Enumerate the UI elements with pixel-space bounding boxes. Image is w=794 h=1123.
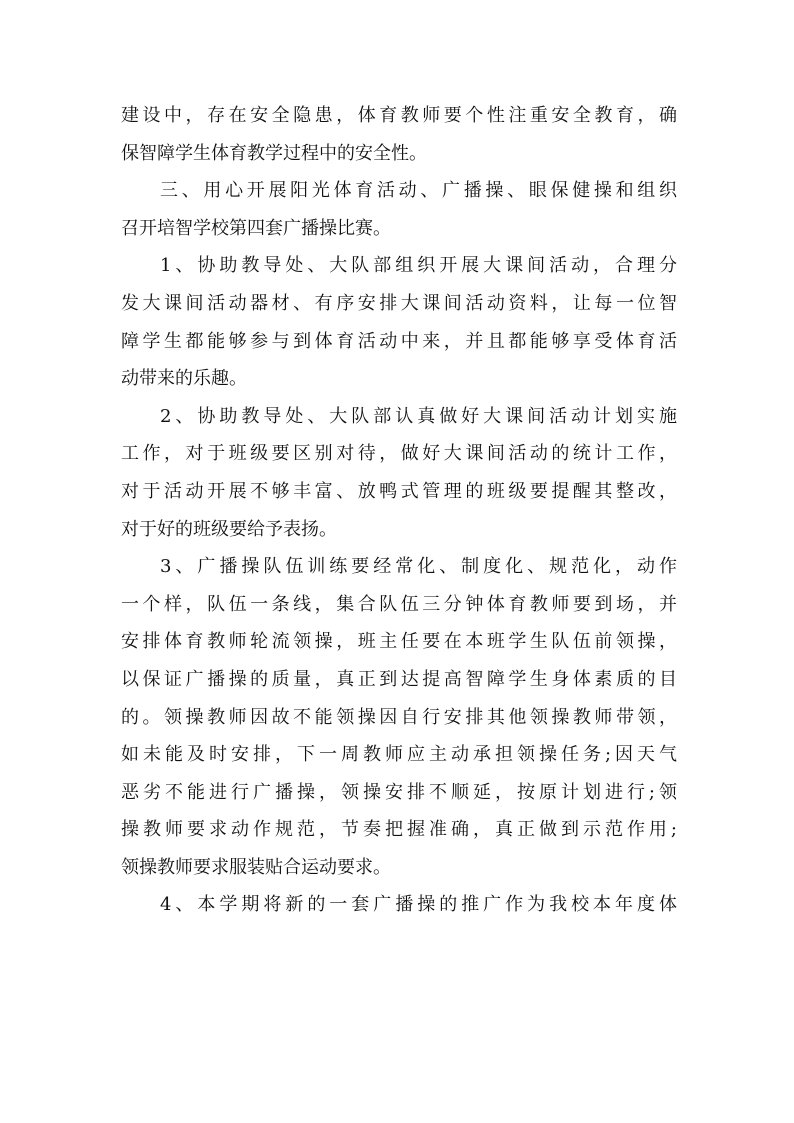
text-line-11: 对于活动开展不够丰富、放鸭式管理的班级要提醒其整改， [121, 480, 677, 502]
text-line-14: 一个样，队伍一条线，集合队伍三分钟体育教师要到场，并 [121, 593, 677, 615]
text-line-17: 的。领操教师因故不能领操因自行安排其他领操教师带领， [121, 706, 677, 728]
text-line-6: 发大课间活动器材、有序安排大课间活动资料，让每一位智 [121, 292, 677, 314]
text-line-1: 建设中，存在安全隐患，体育教师要个性注重安全教育，确 [121, 105, 677, 126]
text-line-21: 领操教师要求服装贴合运动要求。 [121, 856, 391, 878]
text-line-13: 3、广播操队伍训练要经常化、制度化、规范化，动作 [160, 556, 677, 578]
text-line-10: 工作，对于班级要区别对待，做好大课间活动的统计工作， [121, 443, 677, 465]
text-line-7: 障学生都能够参与到体育活动中来，并且都能够享受体育活 [121, 330, 677, 352]
text-line-2: 保智障学生体育教学过程中的安全性。 [121, 142, 427, 164]
text-line-18: 如未能及时安排，下一周教师应主动承担领操任务;因天气 [121, 744, 677, 766]
text-line-12: 对于好的班级要给予表扬。 [121, 518, 337, 540]
body-text [121, 97, 677, 924]
text-line-5: 1、协助教导处、大队部组织开展大课间活动，合理分 [160, 255, 677, 277]
text-line-16: 以保证广播操的质量，真正到达提高智障学生身体素质的目 [121, 668, 677, 690]
text-line-19: 恶劣不能进行广播操，领操安排不顺延，按原计划进行;领 [121, 781, 677, 803]
text-line-15: 安排体育教师轮流领操，班主任要在本班学生队伍前领操， [121, 631, 677, 653]
text-line-3: 三、用心开展阳光体育活动、广播操、眼保健操和组织 [160, 180, 677, 202]
text-line-22: 4、本学期将新的一套广播操的推广作为我校本年度体 [160, 894, 677, 916]
text-line-9: 2、协助教导处、大队部认真做好大课间活动计划实施 [160, 405, 677, 427]
text-line-8: 动带来的乐趣。 [121, 368, 247, 390]
text-line-20: 操教师要求动作规范，节奏把握准确，真正做到示范作用; [121, 819, 677, 841]
text-line-4: 召开培智学校第四套广播操比赛。 [121, 217, 391, 239]
